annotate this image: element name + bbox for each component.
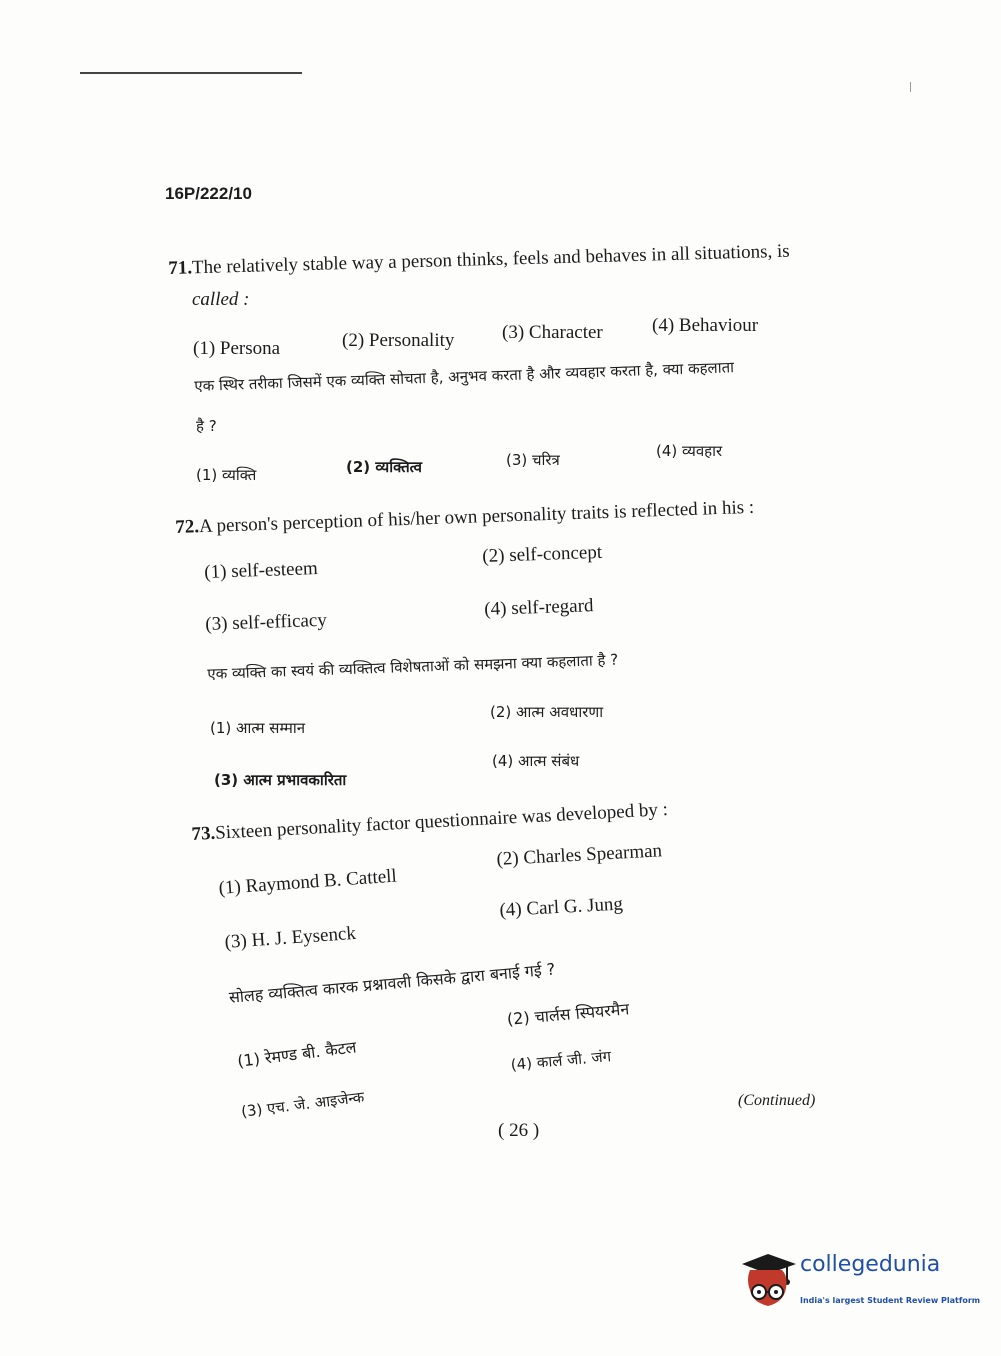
option-2-hindi: (2) व्यक्तित्व bbox=[346, 458, 422, 476]
question-71 bbox=[168, 241, 790, 280]
option-3-hindi: (3) चरित्र bbox=[506, 451, 560, 469]
top-rule bbox=[80, 72, 302, 74]
question-number: 71. bbox=[168, 257, 193, 279]
question-text-hindi: एक व्यक्ति का स्वयं की व्यक्तित्व विशेषताओं को समझना क्या कहलाता है ? bbox=[207, 650, 619, 683]
collegedunia-watermark bbox=[742, 1250, 981, 1314]
question-text: Sixteen personality factor questionnaire was developed by : bbox=[214, 799, 669, 844]
option-3-hindi: (3) एच. जे. आइजेन्क bbox=[240, 1087, 366, 1121]
option-3-hindi: (3) आत्म प्रभावकारिता bbox=[214, 771, 347, 789]
question-text: A person's perception of his/her own personality traits is reflected in his : bbox=[198, 496, 755, 538]
paper-code: 16P/222/10 bbox=[165, 184, 252, 203]
question-text: The relatively stable way a person thinks, feels and behaves in all situations, is bbox=[191, 240, 790, 279]
option-2-hindi: (2) आत्म अवधारणा bbox=[490, 703, 604, 721]
question-73 bbox=[191, 799, 668, 846]
option-3: (3) H. J. Eysenck bbox=[224, 922, 357, 953]
option-4-hindi: (4) व्यवहार bbox=[656, 442, 723, 460]
option-1-hindi: (1) व्यक्ति bbox=[196, 466, 257, 484]
question-number: 73. bbox=[191, 822, 216, 845]
option-1: (1) Raymond B. Cattell bbox=[218, 865, 398, 899]
question-text-hindi: एक स्थिर तरीका जिसमें एक व्यक्ति सोचता है, अनुभव करता है और व्यवहार करता है, क्या कहलाता bbox=[194, 358, 735, 395]
option-2: (2) self-concept bbox=[482, 541, 603, 567]
option-1: (1) self-esteem bbox=[204, 558, 319, 583]
page-number: ( 26 ) bbox=[498, 1120, 540, 1141]
option-3: (3) Character bbox=[502, 322, 603, 343]
question-text-continued: called : bbox=[192, 289, 250, 310]
mascot-icon bbox=[742, 1250, 798, 1312]
question-text-hindi-continued: है ? bbox=[196, 417, 217, 435]
question-72 bbox=[175, 497, 755, 539]
brand-name: collegedunia bbox=[800, 1252, 941, 1277]
option-4: (4) Carl G. Jung bbox=[499, 893, 624, 921]
margin-mark bbox=[910, 82, 911, 92]
continued-note: (Continued) bbox=[738, 1092, 816, 1109]
question-text-hindi: सोलह व्यक्तित्व कारक प्रश्नावली किसके द्वारा बनाई गई ? bbox=[228, 959, 556, 1007]
option-3: (3) self-efficacy bbox=[205, 609, 328, 635]
option-1: (1) Persona bbox=[193, 338, 281, 359]
brand-tagline: India's largest Student Review Platform bbox=[800, 1296, 981, 1305]
option-4-hindi: (4) आत्म संबंध bbox=[492, 752, 580, 770]
option-4: (4) self-regard bbox=[484, 595, 594, 620]
option-4: (4) Behaviour bbox=[652, 315, 759, 336]
option-2: (2) Charles Spearman bbox=[496, 840, 663, 870]
option-2-hindi: (2) चार्लस स्पियरमैन bbox=[506, 999, 630, 1029]
option-1-hindi: (1) आत्म सम्मान bbox=[210, 719, 306, 737]
option-4-hindi: (4) कार्ल जी. जंग bbox=[510, 1047, 612, 1074]
option-2: (2) Personality bbox=[342, 330, 455, 351]
option-1-hindi: (1) रेमण्ड बी. कैटल bbox=[236, 1037, 358, 1071]
question-number: 72. bbox=[175, 516, 200, 538]
